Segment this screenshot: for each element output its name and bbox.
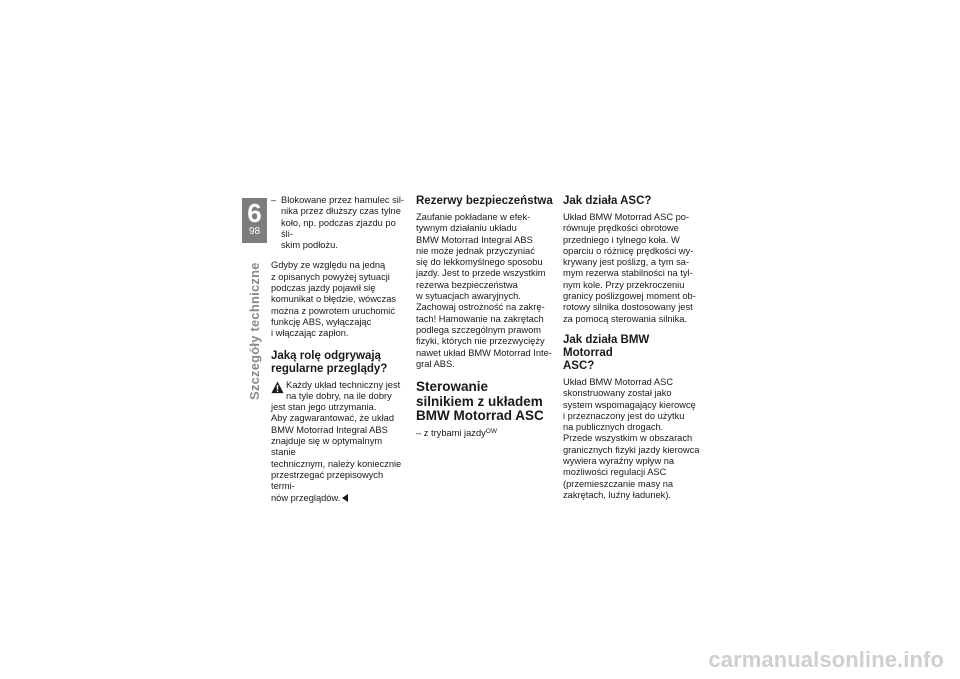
page-number: 98 [248,226,261,237]
chapter-title: Szczegóły techniczne [247,262,262,400]
end-of-section-icon [342,494,348,502]
paragraph: Zaufanie pokładane w efek- tywnym działaniu układu BMW Motorrad Integral ABS nie może jednak przyczyniać się do lekkomyślnego sposobu jazdy. Jest to przede wszystkim rezerwa bezpieczeństwa w sytuacjach awaryjnych. Zachowaj ostrożność na zakrę- tach! Hamowanie na zakrętach podlega szczególnym prawom fizyki, których nie przezwycięży nawet układ BMW Motorrad Inte- gral ABS. [416,212,552,369]
list-item [271,195,408,251]
list-dash: – [416,427,422,438]
warning-triangle-icon [271,381,284,394]
watermark: carmanualsonline.info [708,647,944,672]
list-dash: – [271,195,277,205]
column-3 [563,195,700,501]
section-heading: Rezerwy bezpieczeństwa [416,195,553,207]
paragraph: Układ BMW Motorrad ASC skonstruowany został jako system wspomagający kierowcę i przeznaczony jest do użytku na publicznych drogach. Przede wszystkim w obszarach granicznych fizyki jazdy kierowca wywiera wyraźny wpływ na możliwości regulacji ASC (przemieszczanie masy na zakrętach, luźny ładunek). [563,376,700,500]
warning-text [271,402,408,504]
paragraph: Gdyby ze względu na jedną z opisanych powyżej sytuacji podczas jazdy pojawił się komunikat o błędzie, wówczas można z powrotem uruchomić funkcję ABS, wyłączając i włączając zapłon. [271,260,397,339]
mode-superscript: OW [485,427,497,435]
section-heading: Sterowanie silnikiem z układem BMW Motorrad ASC [416,379,544,424]
column-2 [416,195,553,439]
list-item-text: z trybami jazdy [423,427,486,438]
warning-lead: Każdy układ techniczny jest na tyle dobry, na ile dobry [286,379,401,401]
warning-text-body: jest stan jego utrzymania. Aby zagwarantować, że układ BMW Motorrad Integral ABS znajduje się w optymalnym stanie technicznym, należy koniecznie przestrzegać przepisowych termi- nów przeglądów. [271,402,402,503]
column-1 [271,195,408,504]
section-heading: Jaką rolę odgrywają regularne przeglądy? [271,349,388,375]
chapter-number: 6 [247,198,262,228]
paragraph: Układ BMW Motorrad ASC po- równuje prędkości obrotowe przedniego i tylnego koła. W oparciu o różnicę prędkości wy- krywany jest poślizg, a tym sa- mym rezerwa stabilności na tyl- nym kole. Przy przekroczeniu granicy poślizgowej moment ob- rotowy silnika dostosowany jest za pomocą sterowania silnika. [563,212,696,324]
section-heading: Jak działa ASC? [563,195,652,207]
chapter-tab [242,198,267,243]
warning-block [271,380,408,403]
list-item-text: Blokowane przez hamulec sil- nika przez dłuższy czas tylne koło, np. podczas zjazdu po śli- skim podłożu. [281,195,404,251]
section-heading: Jak działa BMW Motorrad ASC? [563,333,650,372]
list-item [416,428,553,439]
